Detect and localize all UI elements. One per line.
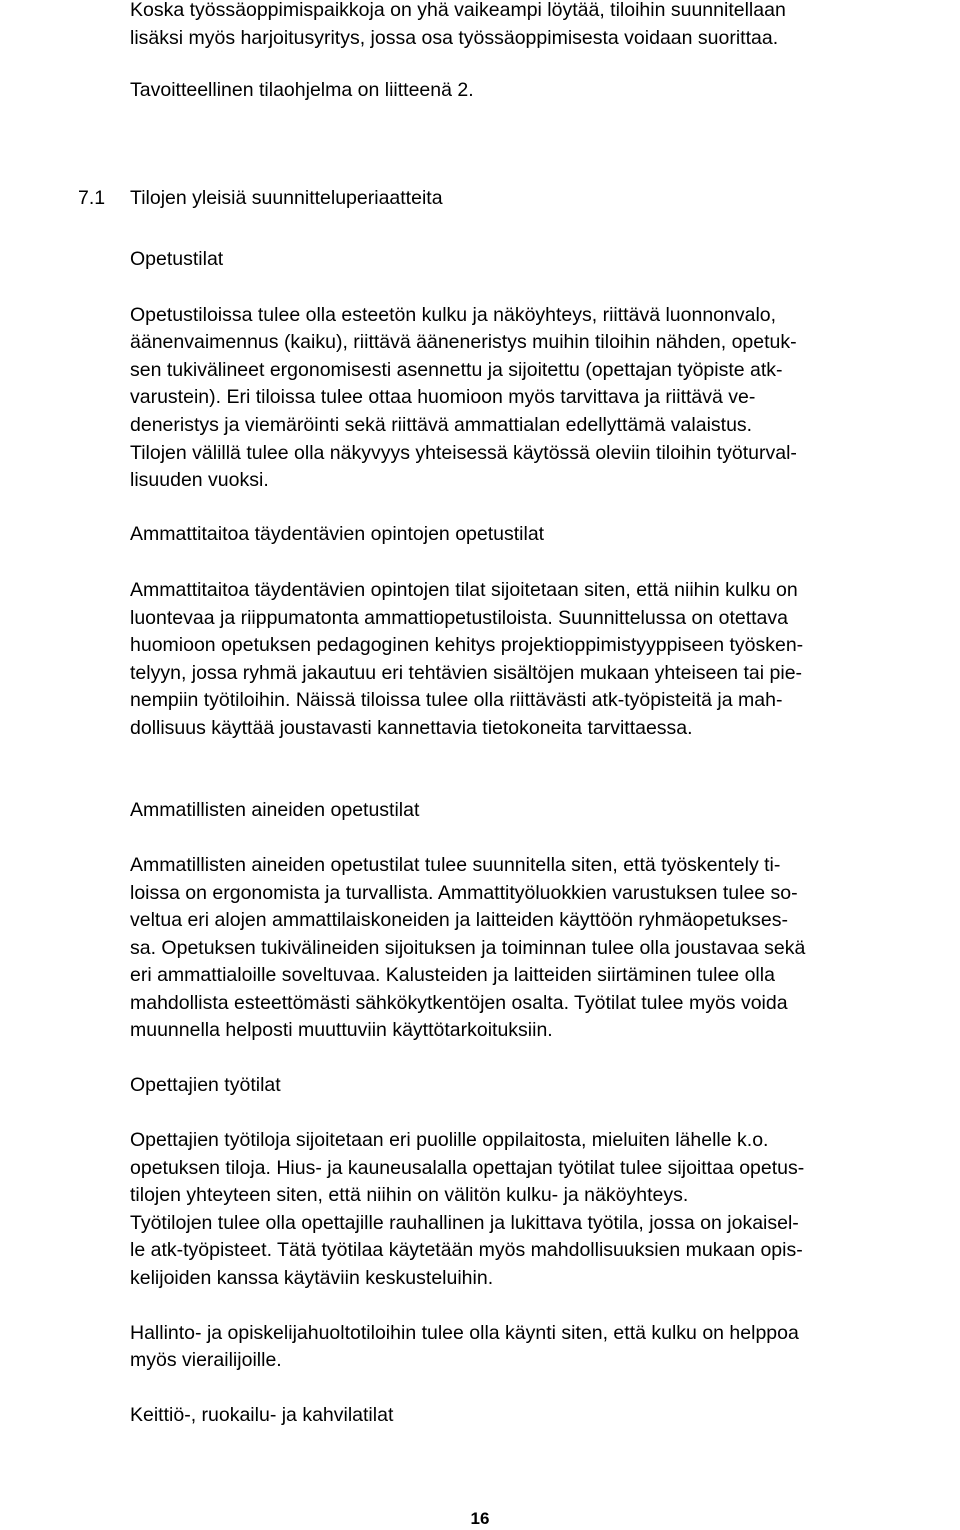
subheading-keittio: Keittiö-, ruokailu- ja kahvilatilat [130, 1404, 394, 1426]
intro-line-3: Tavoitteellinen tilaohjelma on liitteenä 2. [130, 79, 474, 101]
ammattitaitoa-line-2: luontevaa ja riippumatonta ammattiopetustiloista. Suunnittelussa on otettava [130, 607, 788, 629]
page-number: 16 [470, 1509, 490, 1528]
ammatillisten-line-7: muunnella helposti muuttuviin käyttötarkoituksiin. [130, 1019, 553, 1041]
ammattitaitoa-line-4: telyyn, jossa ryhmä jakautuu eri tehtävien sisältöjen mukaan yhteiseen tai pie- [130, 662, 803, 684]
opetustilat-line-7: lisuuden vuoksi. [130, 469, 269, 491]
ammatillisten-line-3: veltua eri alojen ammattilaiskoneiden ja laitteiden käyttöön ryhmäopetukses- [130, 909, 788, 931]
opettajien-line-3: tilojen yhteyteen siten, että niihin on välitön kulku- ja näköyhteys. [130, 1184, 689, 1206]
intro-line-1: Koska työssäoppimispaikkoja on yhä vaikeampi löytää, tiloihin suunnitellaan [130, 0, 786, 21]
ammattitaitoa-line-1: Ammattitaitoa täydentävien opintojen tilat sijoitetaan siten, että niihin kulku on [130, 579, 798, 601]
opetustilat-line-3: sen tukivälineet ergonomisesti asennettu ja sijoitettu (opettajan työpiste atk- [130, 359, 783, 381]
ammattitaitoa-line-5: nempiin työtiloihin. Näissä tiloissa tulee olla riittävästi atk-työpisteitä ja mah- [130, 689, 783, 711]
opetustilat-line-5: deneristys ja viemäröinti sekä riittävä ammattialan edellyttämä valaistus. [130, 414, 753, 436]
subheading-ammattitaitoa: Ammattitaitoa täydentävien opintojen opetustilat [130, 523, 545, 545]
opetustilat-line-2: äänenvaimennus (kaiku), riittävä ääneneristys muihin tiloihin nähden, opetuk- [130, 331, 797, 353]
ammatillisten-line-2: loissa on ergonomista ja turvallista. Ammattityöluokkien varustuksen tulee so- [130, 882, 798, 904]
intro-line-2: lisäksi myös harjoitusyritys, jossa osa työssäoppimisesta voidaan suorittaa. [130, 27, 779, 49]
opettajien-line-5: le atk-työpisteet. Tätä työtilaa käytetään myös mahdollisuuksien mukaan opis- [130, 1239, 803, 1261]
ammattitaitoa-line-3: huomioon opetuksen pedagoginen kehitys projektioppimistyyppiseen työsken- [130, 634, 804, 656]
subheading-opetustilat: Opetustilat [130, 248, 224, 270]
subheading-opettajien: Opettajien työtilat [130, 1074, 281, 1096]
section-title: Tilojen yleisiä suunnitteluperiaatteita [130, 187, 443, 209]
hallinto-line-2: myös vierailijoille. [130, 1349, 282, 1371]
opetustilat-line-6: Tilojen välillä tulee olla näkyvyys yhteisessä käytössä oleviin tiloihin työturval- [130, 442, 797, 464]
section-number: 7.1 [78, 187, 106, 209]
opetustilat-line-1: Opetustiloissa tulee olla esteetön kulku ja näköyhteys, riittävä luonnonvalo, [130, 304, 777, 326]
opettajien-line-1: Opettajien työtiloja sijoitetaan eri puolille oppilaitosta, mieluiten lähelle k.o. [130, 1129, 769, 1151]
ammatillisten-line-5: eri ammattialoille soveltuvaa. Kalusteiden ja laitteiden siirtäminen tulee olla [130, 964, 775, 986]
opetustilat-line-4: varustein). Eri tiloissa tulee ottaa huomioon myös tarvittava ja riittävä ve- [130, 386, 756, 408]
opettajien-line-2: opetuksen tiloja. Hius- ja kauneusalalla opettajan työtilat tulee sijoittaa opetus- [130, 1157, 805, 1179]
ammatillisten-line-4: sa. Opetuksen tukivälineiden sijoituksen ja toiminnan tulee olla joustavaa sekä [130, 937, 806, 959]
ammatillisten-line-6: mahdollista esteettömästi sähkökytkentöjen osalta. Työtilat tulee myös voida [130, 992, 788, 1014]
hallinto-line-1: Hallinto- ja opiskelijahuoltotiloihin tulee olla käynti siten, että kulku on helppoa [130, 1322, 799, 1344]
ammatillisten-line-1: Ammatillisten aineiden opetustilat tulee suunnitella siten, että työskentely ti- [130, 854, 781, 876]
opettajien-line-6: kelijoiden kanssa käytäviin keskusteluihin. [130, 1267, 494, 1289]
ammattitaitoa-line-6: dollisuus käyttää joustavasti kannettavia tietokoneita tarvittaessa. [130, 717, 693, 739]
opettajien-line-4: Työtilojen tulee olla opettajille rauhallinen ja lukittava työtila, jossa on jokaisel- [130, 1212, 799, 1234]
subheading-ammatillisten: Ammatillisten aineiden opetustilat [130, 799, 420, 821]
